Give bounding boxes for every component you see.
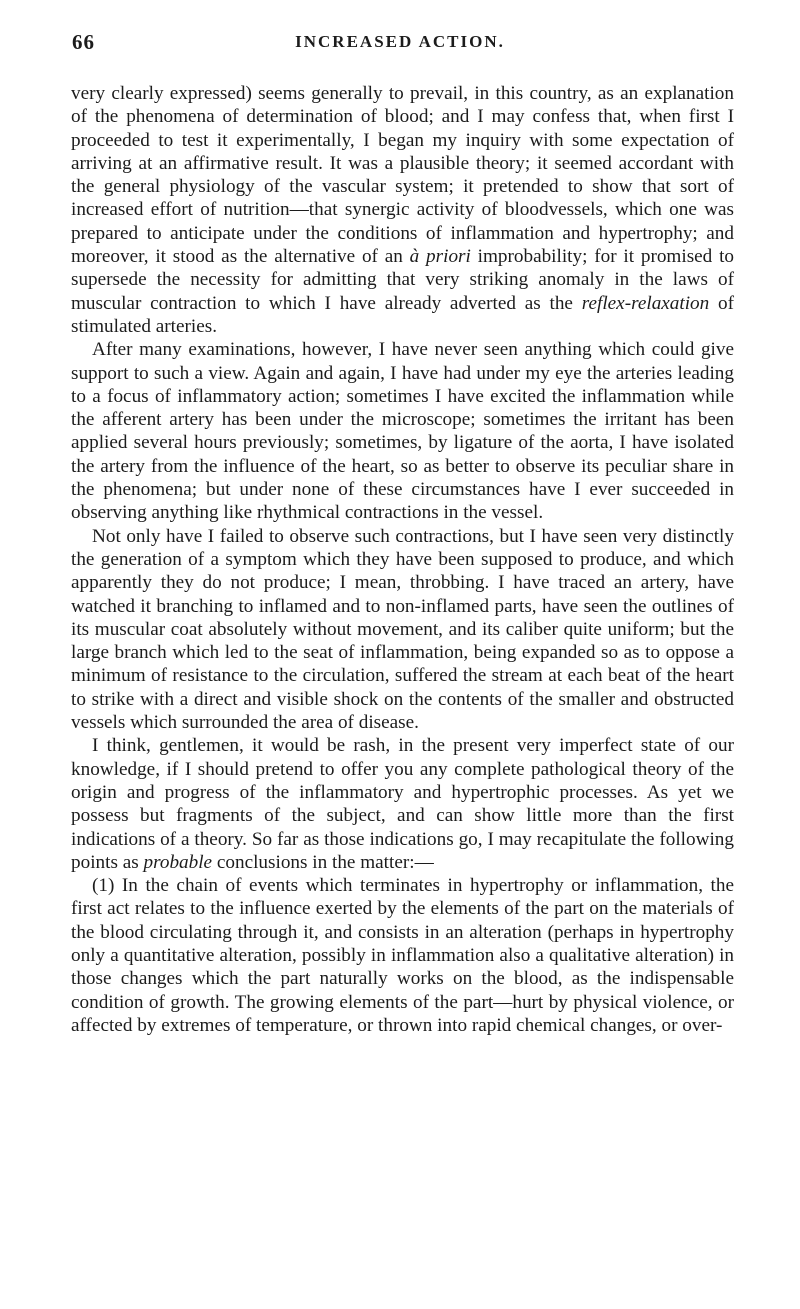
paragraph-1-text-c: of stimulated arteries. [71,292,735,337]
page-number: 66 [72,30,95,54]
paragraph-3: Not only have I failed to observe such contractions, but I have seen very distinctly the generation of a symptom which they have been supposed to produce, and which apparently they do not produce; I mean, throbbing. I have traced an artery, have watched it branching to inflamed and to non-inflamed parts, have seen the outlines of its muscular coat absolutely without movement, and its caliber quite uniform; but the large branch which led to the seat of inflammation, being expanded so as to oppose a minimum of resistance to the circulation, suffered the stream at each beat of the heart to strike with a direct and visible shock on the contents of the smaller and obstructed vessels which surrounded the area of disease. [71,525,734,734]
italic-term-a-priori: à priori [409,246,471,268]
paragraph-5: (1) In the chain of events which terminates in hypertrophy or inflammation, the first act relates to the influence exerted by the elements of the part on the materials of the blood circulating through it, and consists in an alteration (perhaps in hypertrophy only a quantitative alteration, possibly in inflammation also a qualitative alteration) in those changes which the part naturally works on the blood, as the indispensable condition of growth. The growing elements of the part—hurt by physical violence, or affected by extremes of temperature, or thrown into rapid chemical changes, or over- [71,875,734,1036]
running-head: INCREASED ACTION. [295,32,505,51]
paragraph-4-text-b: conclusions in the matter:— [212,851,434,873]
body-text [71,82,734,1037]
italic-term-probable: probable [143,851,213,873]
paragraph-2: After many examinations, however, I have never seen anything which could give support to such a view. Again and again, I have had under my eye the arteries leading to a focus of inflammatory action; sometimes I have excited the inflammation while the afferent artery has been under the microscope; sometimes the irritant has been applied several hours previously; sometimes, by ligature of the aorta, I have isolated the artery from the influence of the heart, so as better to observe its peculiar share in the phenomena; but under none of these circumstances have I ever succeeded in observing anything like rhythmical contractions in the vessel. [71,339,734,524]
paragraph-1 [71,82,734,338]
paragraph-1-text-b: improbability; for it promised to supersede the necessity for admitting that very striking anomaly in the laws of muscular contraction to which I have already adverted as the [71,246,734,314]
italic-term-reflex-relaxation: reflex-relaxation [581,292,710,314]
paragraph-4-text-a: I think, gentlemen, it would be rash, in the present very imperfect state of our knowledge, if I should pretend to offer you any complete pathological theory of the origin and progress of the inflammatory and hypertrophic processes. As yet we possess but fragments of the subject, and can show little more than the first indications of a theory. So far as those indications go, I may recapitulate the following points as [71,735,734,873]
page-header [0,30,800,60]
paragraph-1-text-a: very clearly expressed) seems generally to prevail, in this country, as an explanation of the phenomena of determination of blood; and I may confess that, when first I proceeded to test it experimentally, I began my inquiry with some expectation of arriving at an affirmative result. It was a plausible theory; it seemed accordant with the general physiology of the vascular system; it pretended to show that sort of increased effort of nutrition—that synergic activity of bloodvessels, which one was prepared to anticipate under the conditions of inflammation and hypertrophy; and moreover, it stood as the alternative of an [71,83,734,268]
paragraph-4 [71,734,734,874]
